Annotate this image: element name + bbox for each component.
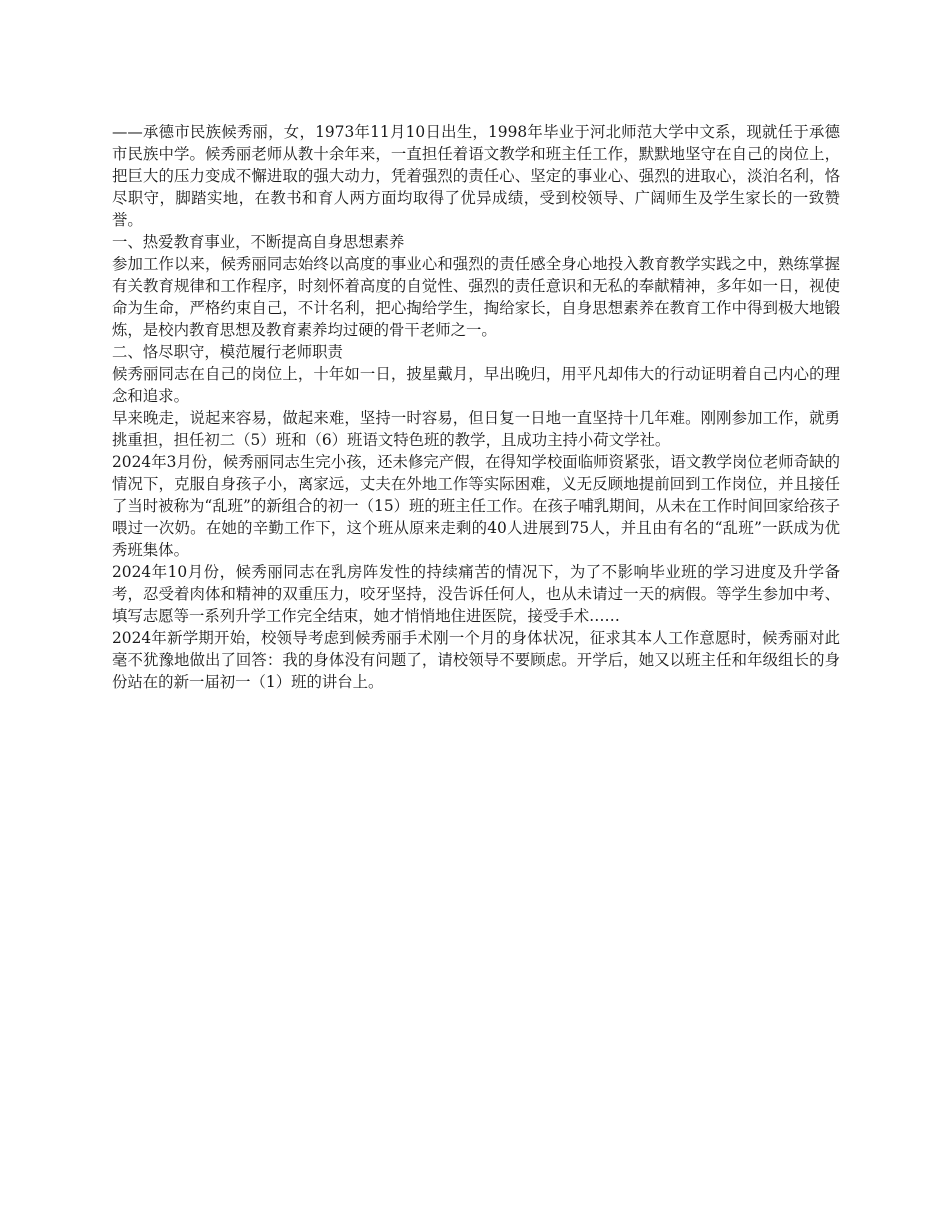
section-2-paragraph-3: 2024年3月份，候秀丽同志生完小孩，还未修完产假，在得知学校面临师资紧张，语文教学岗位老师奇缺的情况下，克服自身孩子小，离家远，丈夫在外地工作等实际困难，义无反顾地提前回到工作岗位，并且接任了当时被称为“乱班”的新组合的初一（15）班的班主任工作。在孩子哺乳期间，从未在工作时间回家给孩子喂过一次奶。在她的辛勤工作下，这个班从原来走剩的40人进展到75人，并且由有名的“乱班”一跃成为优秀班集体。 [112,453,840,559]
section-heading-2: 二、恪尽职守，模范履行老师职责 [112,343,343,361]
section-2-paragraph-4: 2024年10月份，候秀丽同志在乳房阵发性的持续痛苦的情况下，为了不影响毕业班的学习进度及升学备考，忍受着肉体和精神的双重压力，咬牙坚持，没告诉任何人，也从未请过一天的病假。等学生参加中考、填写志愿等一系列升学工作完全结束，她才悄悄地住进医院，接受手术…… [112,563,840,625]
section-2-paragraph-2: 早来晚走，说起来容易，做起来难，坚持一时容易，但日复一日地一直坚持十几年难。刚刚参加工作，就勇挑重担，担任初二（5）班和（6）班语文特色班的教学，且成功主持小荷文学社。 [112,409,840,449]
section-2-paragraph-5: 2024年新学期开始，校领导考虑到候秀丽手术刚一个月的身体状况，征求其本人工作意愿时，候秀丽对此毫不犹豫地做出了回答：我的身体没有问题了，请校领导不要顾虑。开学后，她又以班主任和年级组长的身份站在的新一届初一（1）班的讲台上。 [112,629,840,691]
intro-paragraph: ——承德市民族候秀丽，女，1973年11月10日出生，1998年毕业于河北师范大学中文系，现就任于承德市民族中学。候秀丽老师从教十余年来，一直担任着语文教学和班主任工作，默默地坚守在自己的岗位上，把巨大的压力变成不懈进取的强大动力，凭着强烈的责任心、坚定的事业心、强烈的进取心，淡泊名利，恪尽职守，脚踏实地，在教书和育人两方面均取得了优异成绩，受到校领导、广阔师生及学生家长的一致赞誉。 [112,123,840,229]
section-2-paragraph-1: 候秀丽同志在自己的岗位上，十年如一日，披星戴月，早出晚归，用平凡却伟大的行动证明着自己内心的理念和追求。 [112,365,840,405]
section-heading-1: 一、热爱教育事业，不断提高自身思想素养 [112,233,405,251]
section-1-paragraph: 参加工作以来，候秀丽同志始终以高度的事业心和强烈的责任感全身心地投入教育教学实践之中，熟练掌握有关教育规律和工作程序，时刻怀着高度的自觉性、强烈的责任意识和无私的奉献精神，多年如一日，视使命为生命，严格约束自己，不计名利，把心掏给学生，掏给家长，自身思想素养在教育工作中得到极大地锻炼，是校内教育思想及教育素养均过硬的骨干老师之一。 [112,255,840,339]
document-body [112,121,840,693]
